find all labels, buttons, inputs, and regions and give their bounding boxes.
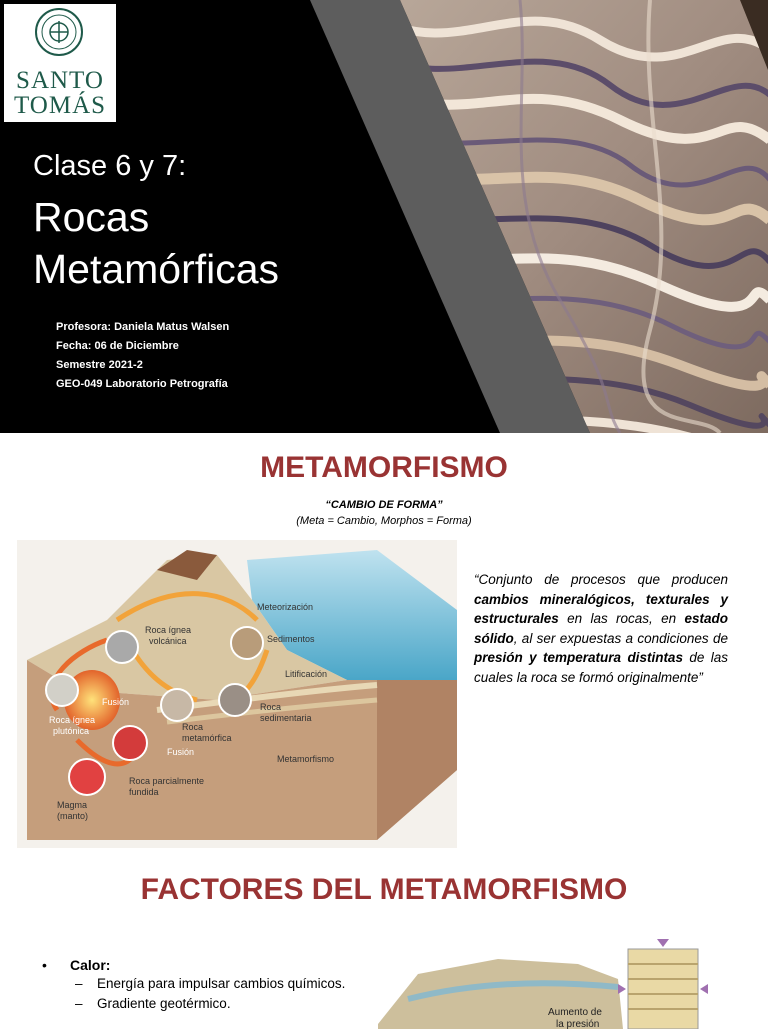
factores-slide [0,851,768,1029]
metamorfismo-slide [0,433,768,851]
university-seal-icon [34,7,84,57]
label-fusion-top: Fusión [102,697,130,707]
svg-text:plutónica: plutónica [53,726,90,736]
slide-title-line1: Rocas [33,194,150,240]
slide-title-line2: Metamórficas [33,246,280,292]
logo-text-tomas: TOMÁS [13,92,107,119]
pressure-diagram [378,939,728,1029]
svg-text:sedimentaria: sedimentaria [260,713,312,723]
bullet-calor [42,957,110,973]
label-fusion-bottom: Fusión [167,747,195,757]
label-roca-sedimentaria: Roca [260,702,282,712]
professor-line: Profesora: Daniela Matus Walsen [56,321,230,333]
title-slide [0,0,768,433]
rock-cycle-diagram [17,540,457,848]
svg-text:fundida: fundida [129,787,159,797]
semester-line: Semestre 2021-2 [56,359,143,371]
section-subtitle: “CAMBIO DE FORMA” [325,499,443,511]
label-roca-ignea-plutonica: Roca ígnea [49,715,96,725]
class-number: Clase 6 y 7: [33,150,187,182]
svg-text:metamórfica: metamórfica [182,733,232,743]
section-subtitle-etymology: (Meta = Cambio, Morphos = Forma) [296,515,472,527]
svg-text:volcánica: volcánica [149,636,187,646]
label-roca-ignea-volcanica: Roca ígnea [145,625,192,635]
label-magma: Magma [57,800,88,810]
label-metamorfismo: Metamorfismo [277,754,335,764]
label-meteorizacion: Meteorización [257,602,314,612]
sub-item-gradiente: – Gradiente geotérmico. [75,996,231,1011]
label-aumento: Aumento de [548,1007,602,1018]
slide-title [33,191,279,295]
course-info [56,318,229,394]
label-sedimentos: Sedimentos [267,634,315,644]
course-code-line: GEO-049 Laboratorio Petrografía [56,378,228,390]
label-litificacion: Litificación [285,669,328,679]
bullet-title: Calor: [70,957,111,973]
section-title-factores: FACTORES DEL METAMORFISMO [140,873,628,906]
date-line: Fecha: 06 de Diciembre [56,340,179,352]
sub-item-energia: – Energía para impulsar cambios químicos. [75,976,346,991]
logo-text-santo: SANTO [16,67,104,94]
label-manto: (manto) [57,811,89,821]
section-title: METAMORFISMO [260,451,508,484]
metamorphism-definition: “Conjunto de procesos que producen cambios mineralógicos, texturales y estructurales en las rocas, en estado sólido, al ser expuestas a condiciones de presión y temperatura distintas de las cuales la roca se formó originalmente” [474,572,728,685]
label-roca-metamorfica: Roca [182,722,204,732]
bullet-icon: • [42,957,47,973]
label-presion: la presión [556,1019,600,1029]
label-roca-parcialmente-fundida: Roca parcialmente [129,776,205,786]
santo-tomas-logo [4,4,116,122]
